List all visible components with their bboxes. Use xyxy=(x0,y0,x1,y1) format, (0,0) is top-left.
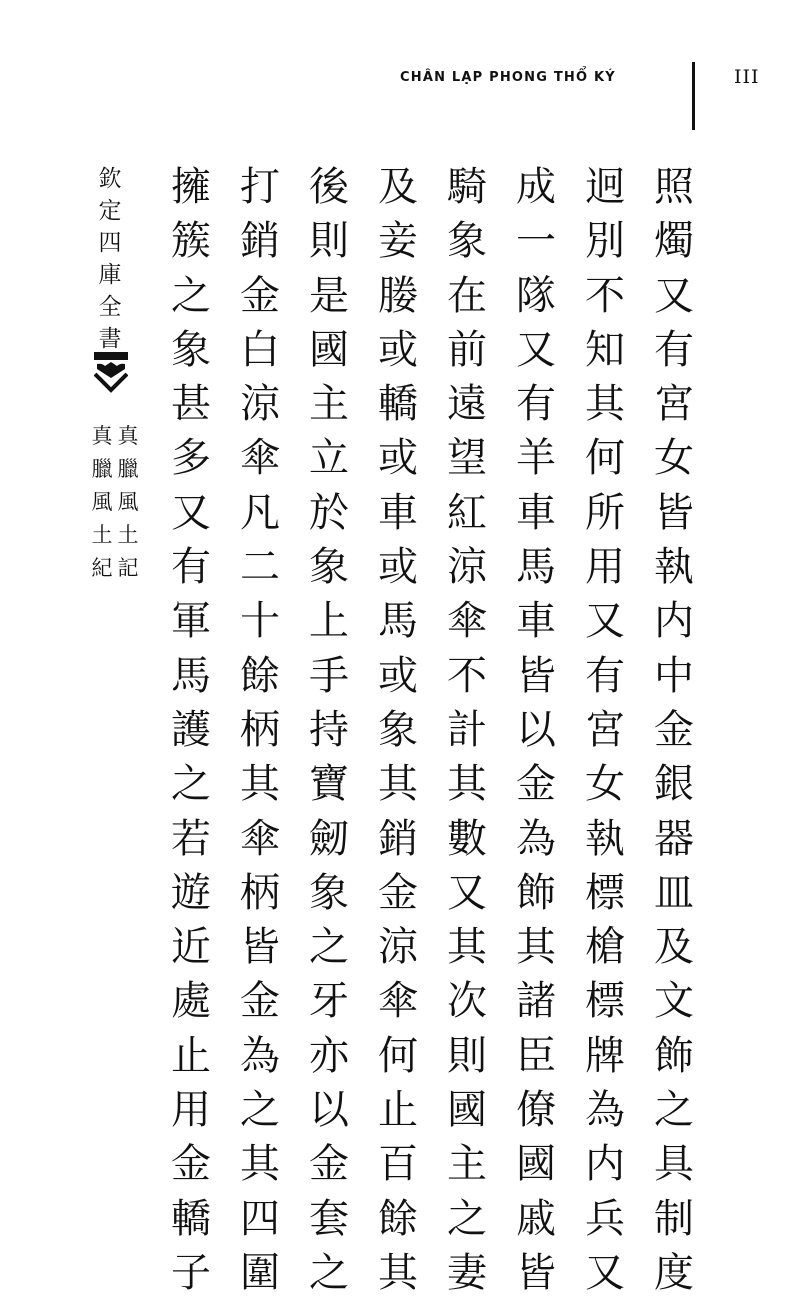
text-column-6 xyxy=(303,160,355,1300)
text-column-char: 則 xyxy=(447,1032,487,1079)
text-column-char: 傘 xyxy=(447,598,487,645)
text-column-char: 具 xyxy=(654,1141,694,1188)
text-column-char: 兵 xyxy=(585,1195,625,1242)
text-column-char: 又 xyxy=(585,598,625,645)
margin-char: 四 xyxy=(98,230,122,256)
text-column-char: 銷 xyxy=(378,815,418,862)
text-column-char: 其 xyxy=(516,924,556,971)
text-column-7 xyxy=(234,160,286,1300)
page-number: III xyxy=(734,66,760,88)
text-column-char: 皆 xyxy=(654,489,694,536)
text-column-char: 轎 xyxy=(378,381,418,428)
text-column-char: 紅 xyxy=(447,489,487,536)
text-column-char: 用 xyxy=(171,1087,211,1134)
text-column-char: 止 xyxy=(378,1087,418,1134)
text-column-char: 其 xyxy=(240,1141,280,1188)
text-column-5 xyxy=(372,160,424,1300)
text-column-char: 象 xyxy=(309,544,349,591)
text-column-char: 象 xyxy=(378,706,418,753)
text-column-char: 餘 xyxy=(378,1195,418,1242)
text-column-char: 手 xyxy=(309,652,349,699)
text-column-char: 馬 xyxy=(378,598,418,645)
text-column-char: 羊 xyxy=(516,435,556,482)
text-column-char: 之 xyxy=(171,761,211,808)
text-column-char: 多 xyxy=(171,435,211,482)
text-column-char: 標 xyxy=(585,978,625,1025)
text-column-char: 金 xyxy=(171,1141,211,1188)
text-column-char: 銀 xyxy=(654,761,694,808)
text-column-char: 之 xyxy=(171,272,211,319)
margin-char: 記 xyxy=(117,556,139,580)
text-column-char: 成 xyxy=(516,164,556,210)
text-column-char: 其 xyxy=(585,381,625,428)
text-column-char: 迥 xyxy=(585,164,625,210)
text-column-char: 有 xyxy=(654,326,694,373)
text-column-char: 則 xyxy=(309,218,349,265)
margin-char: 風 xyxy=(91,490,113,514)
text-column-char: 標 xyxy=(585,869,625,916)
text-column-char: 執 xyxy=(654,544,694,591)
text-column-char: 中 xyxy=(654,652,694,699)
text-column-char: 諸 xyxy=(516,978,556,1025)
text-column-char: 一 xyxy=(516,218,556,265)
margin-char: 臘 xyxy=(117,457,139,481)
text-column-char: 望 xyxy=(447,435,487,482)
margin-char: 庫 xyxy=(98,262,122,288)
text-column-char: 擁 xyxy=(171,164,211,210)
margin-book-title xyxy=(96,163,124,355)
margin-char: 土 xyxy=(91,523,113,547)
text-column-char: 百 xyxy=(378,1141,418,1188)
text-column-char: 之 xyxy=(309,1249,349,1296)
text-column-char: 後 xyxy=(309,164,349,210)
margin-subtitle-left xyxy=(90,420,114,585)
text-column-char: 子 xyxy=(171,1249,211,1296)
text-column-char: 止 xyxy=(171,1032,211,1079)
text-column-1 xyxy=(648,160,700,1300)
text-column-char: 以 xyxy=(516,706,556,753)
text-column-char: 不 xyxy=(447,652,487,699)
text-column-char: 四 xyxy=(240,1195,280,1242)
text-column-char: 計 xyxy=(447,706,487,753)
text-column-char: 若 xyxy=(171,815,211,862)
text-column-char: 金 xyxy=(378,869,418,916)
header-divider xyxy=(692,62,695,130)
margin-char: 風 xyxy=(117,490,139,514)
text-column-char: 次 xyxy=(447,978,487,1025)
text-column-char: 劒 xyxy=(309,815,349,862)
text-column-char: 於 xyxy=(309,489,349,536)
text-column-char: 象 xyxy=(309,869,349,916)
text-column-char: 之 xyxy=(654,1087,694,1134)
margin-char: 全 xyxy=(98,294,122,320)
fishtail-mark xyxy=(94,352,128,394)
text-column-char: 其 xyxy=(447,761,487,808)
text-column-char: 車 xyxy=(516,598,556,645)
text-column-char: 之 xyxy=(447,1195,487,1242)
text-column-char: 僚 xyxy=(516,1087,556,1134)
text-column-char: 護 xyxy=(171,706,211,753)
text-column-char: 轎 xyxy=(171,1195,211,1242)
text-column-char: 内 xyxy=(654,598,694,645)
text-column-char: 前 xyxy=(447,326,487,373)
text-column-char: 餘 xyxy=(240,652,280,699)
text-column-char: 燭 xyxy=(654,218,694,265)
text-column-char: 在 xyxy=(447,272,487,319)
margin-char: 真 xyxy=(91,424,113,448)
text-column-char: 及 xyxy=(654,924,694,971)
text-column-char: 國 xyxy=(516,1141,556,1188)
text-column-char: 十 xyxy=(240,598,280,645)
text-column-char: 寶 xyxy=(309,761,349,808)
text-column-char: 白 xyxy=(240,326,280,373)
text-column-char: 凡 xyxy=(240,489,280,536)
margin-subtitle-right xyxy=(116,420,140,585)
text-column-char: 數 xyxy=(447,815,487,862)
text-column-char: 又 xyxy=(447,869,487,916)
text-column-char: 制 xyxy=(654,1195,694,1242)
text-column-char: 又 xyxy=(654,272,694,319)
text-column-char: 槍 xyxy=(585,924,625,971)
text-column-char: 宮 xyxy=(654,381,694,428)
text-column-char: 照 xyxy=(654,164,694,210)
text-column-char: 為 xyxy=(585,1087,625,1134)
text-column-char: 皿 xyxy=(654,869,694,916)
text-column-char: 有 xyxy=(171,544,211,591)
text-column-char: 飾 xyxy=(516,869,556,916)
text-column-char: 戚 xyxy=(516,1195,556,1242)
text-column-char: 其 xyxy=(378,761,418,808)
text-column-char: 宮 xyxy=(585,706,625,753)
text-column-char: 執 xyxy=(585,815,625,862)
text-column-char: 其 xyxy=(240,761,280,808)
text-column-char: 又 xyxy=(516,326,556,373)
text-column-char: 其 xyxy=(447,924,487,971)
text-column-char: 不 xyxy=(585,272,625,319)
text-column-char: 圍 xyxy=(240,1249,280,1296)
text-column-char: 妻 xyxy=(447,1249,487,1296)
text-column-char: 傘 xyxy=(240,815,280,862)
margin-char: 土 xyxy=(117,523,139,547)
text-column-char: 上 xyxy=(309,598,349,645)
text-column-char: 柄 xyxy=(240,869,280,916)
text-column-char: 金 xyxy=(240,272,280,319)
text-column-char: 馬 xyxy=(516,544,556,591)
text-column-char: 或 xyxy=(378,435,418,482)
text-column-char: 涼 xyxy=(447,544,487,591)
text-column-char: 之 xyxy=(240,1087,280,1134)
text-column-char: 知 xyxy=(585,326,625,373)
text-column-char: 皆 xyxy=(516,1249,556,1296)
text-column-char: 金 xyxy=(654,706,694,753)
text-column-char: 有 xyxy=(585,652,625,699)
text-column-char: 皆 xyxy=(240,924,280,971)
text-column-char: 軍 xyxy=(171,598,211,645)
text-column-char: 器 xyxy=(654,815,694,862)
text-column-char: 金 xyxy=(240,978,280,1025)
margin-char: 紀 xyxy=(91,556,113,580)
text-column-char: 或 xyxy=(378,544,418,591)
text-column-char: 何 xyxy=(585,435,625,482)
margin-char: 定 xyxy=(98,198,122,224)
text-column-char: 牌 xyxy=(585,1032,625,1079)
text-column-char: 為 xyxy=(516,815,556,862)
text-column-char: 國 xyxy=(447,1087,487,1134)
text-column-char: 主 xyxy=(447,1141,487,1188)
text-column-char: 柄 xyxy=(240,706,280,753)
text-column-char: 以 xyxy=(309,1087,349,1134)
text-column-char: 媵 xyxy=(378,272,418,319)
text-column-8 xyxy=(165,160,217,1300)
text-column-char: 主 xyxy=(309,381,349,428)
text-column-char: 度 xyxy=(654,1249,694,1296)
text-column-char: 妾 xyxy=(378,218,418,265)
text-column-char: 金 xyxy=(309,1141,349,1188)
text-column-char: 馬 xyxy=(171,652,211,699)
text-column-char: 車 xyxy=(516,489,556,536)
margin-char: 書 xyxy=(98,326,122,352)
text-column-char: 用 xyxy=(585,544,625,591)
text-column-char: 及 xyxy=(378,164,418,210)
text-column-char: 又 xyxy=(171,489,211,536)
text-column-char: 其 xyxy=(378,1249,418,1296)
text-column-char: 國 xyxy=(309,326,349,373)
text-column-char: 處 xyxy=(171,978,211,1025)
text-column-char: 象 xyxy=(171,326,211,373)
text-column-char: 近 xyxy=(171,924,211,971)
text-column-char: 立 xyxy=(309,435,349,482)
text-column-char: 或 xyxy=(378,326,418,373)
text-column-char: 所 xyxy=(585,489,625,536)
text-column-char: 打 xyxy=(240,164,280,210)
text-column-char: 女 xyxy=(585,761,625,808)
text-column-char: 別 xyxy=(585,218,625,265)
text-column-char: 車 xyxy=(378,489,418,536)
text-column-3 xyxy=(510,160,562,1300)
text-column-char: 内 xyxy=(585,1141,625,1188)
text-column-char: 持 xyxy=(309,706,349,753)
margin-char: 真 xyxy=(117,424,139,448)
text-column-char: 亦 xyxy=(309,1032,349,1079)
text-column-char: 金 xyxy=(516,761,556,808)
text-column-char: 牙 xyxy=(309,978,349,1025)
text-column-char: 又 xyxy=(585,1249,625,1296)
text-column-4 xyxy=(441,160,493,1300)
text-column-char: 涼 xyxy=(378,924,418,971)
text-column-char: 隊 xyxy=(516,272,556,319)
text-column-char: 臣 xyxy=(516,1032,556,1079)
text-column-char: 遠 xyxy=(447,381,487,428)
text-column-char: 象 xyxy=(447,218,487,265)
text-column-char: 飾 xyxy=(654,1032,694,1079)
text-column-char: 騎 xyxy=(447,164,487,210)
text-column-char: 套 xyxy=(309,1195,349,1242)
text-column-char: 有 xyxy=(516,381,556,428)
text-column-char: 何 xyxy=(378,1032,418,1079)
text-column-char: 之 xyxy=(309,924,349,971)
text-column-char: 傘 xyxy=(240,435,280,482)
text-column-char: 傘 xyxy=(378,978,418,1025)
text-column-char: 涼 xyxy=(240,381,280,428)
text-column-char: 或 xyxy=(378,652,418,699)
text-column-char: 簇 xyxy=(171,218,211,265)
margin-char: 臘 xyxy=(91,457,113,481)
text-column-char: 文 xyxy=(654,978,694,1025)
text-column-char: 遊 xyxy=(171,869,211,916)
text-column-2 xyxy=(579,160,631,1300)
text-column-char: 為 xyxy=(240,1032,280,1079)
text-column-char: 銷 xyxy=(240,218,280,265)
text-column-char: 二 xyxy=(240,544,280,591)
text-column-char: 甚 xyxy=(171,381,211,428)
running-title: CHÂN LẠP PHONG THỔ KÝ xyxy=(400,70,616,85)
text-column-char: 是 xyxy=(309,272,349,319)
margin-char: 欽 xyxy=(98,166,122,192)
text-column-char: 女 xyxy=(654,435,694,482)
text-column-char: 皆 xyxy=(516,652,556,699)
